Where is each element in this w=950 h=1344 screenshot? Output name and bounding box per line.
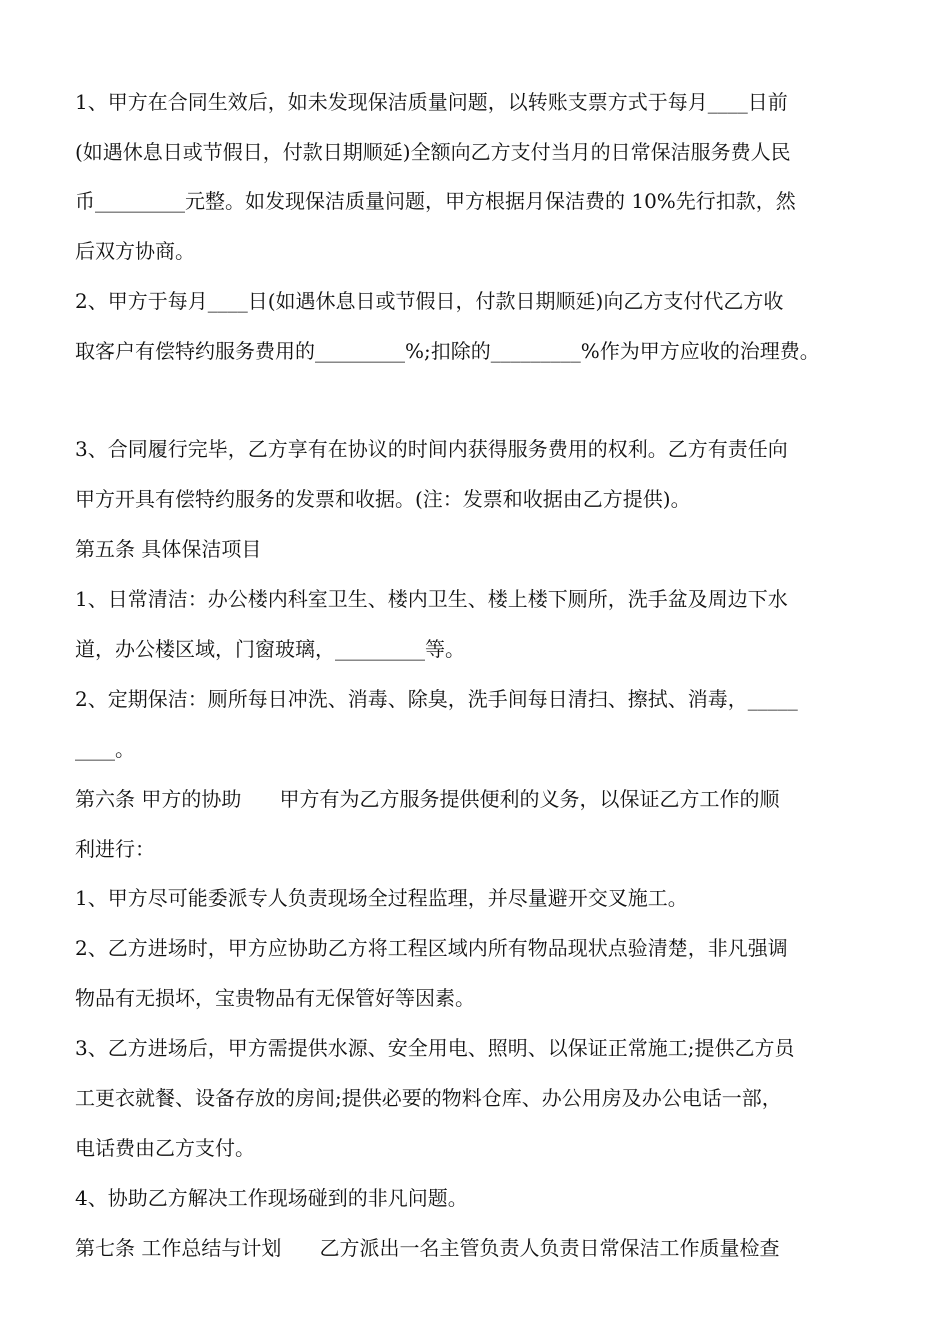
text-line: 电话费由乙方支付。 xyxy=(75,1136,255,1160)
text-line: 1、甲方在合同生效后，如未发现保洁质量问题，以转账支票方式于每月____日前 xyxy=(75,90,788,114)
text-line: 物品有无损坏，宝贵物品有无保管好等因素。 xyxy=(75,986,475,1010)
text-line: 取客户有偿特约服务费用的_________%;扣除的_________%作为甲方应收的治理费。 xyxy=(75,339,820,363)
text-line: 利进行： xyxy=(75,837,155,861)
text-line: 工更衣就餐、设备存放的房间;提供必要的物料仓库、办公用房及办公电话一部， xyxy=(75,1086,782,1110)
text-line: 2、乙方进场时，甲方应协助乙方将工程区域内所有物品现状点验清楚，非凡强调 xyxy=(75,936,788,960)
text-line: 后双方协商。 xyxy=(75,239,195,263)
text-line: ____。 xyxy=(75,737,135,761)
text-line: 甲方开具有偿特约服务的发票和收据。(注：发票和收据由乙方提供)。 xyxy=(75,487,691,511)
text-line: 1、日常清洁：办公楼内科室卫生、楼内卫生、楼上楼下厕所，洗手盆及周边下水 xyxy=(75,587,788,611)
section-heading: 第七条 工作总结与计划 乙方派出一名主管负责人负责日常保洁工作质量检查 xyxy=(75,1236,780,1260)
text-line: 3、乙方进场后，甲方需提供水源、安全用电、照明、以保证正常施工;提供乙方员 xyxy=(75,1036,795,1060)
text-line: (如遇休息日或节假日，付款日期顺延)全额向乙方支付当月的日常保洁服务费人民 xyxy=(75,140,791,164)
text-line: 1、甲方尽可能委派专人负责现场全过程监理，并尽量避开交叉施工。 xyxy=(75,886,688,910)
text-line: 道，办公楼区域，门窗玻璃，_________等。 xyxy=(75,637,465,661)
text-line: 2、定期保洁：厕所每日冲洗、消毒、除臭，洗手间每日清扫、擦拭、消毒，_____ xyxy=(75,687,798,711)
text-line: 币_________元整。如发现保洁质量问题，甲方根据月保洁费的 10%先行扣款，然 xyxy=(75,189,796,213)
section-heading: 第五条 具体保洁项目 xyxy=(75,537,262,561)
text-line: 4、协助乙方解决工作现场碰到的非凡问题。 xyxy=(75,1186,468,1210)
section-heading: 第六条 甲方的协助 甲方有为乙方服务提供便利的义务，以保证乙方工作的顺 xyxy=(75,787,780,811)
text-line: 2、甲方于每月____日(如遇休息日或节假日，付款日期顺延)向乙方支付代乙方收 xyxy=(75,289,784,313)
text-line: 3、合同履行完毕，乙方享有在协议的时间内获得服务费用的权利。乙方有责任向 xyxy=(75,437,788,461)
